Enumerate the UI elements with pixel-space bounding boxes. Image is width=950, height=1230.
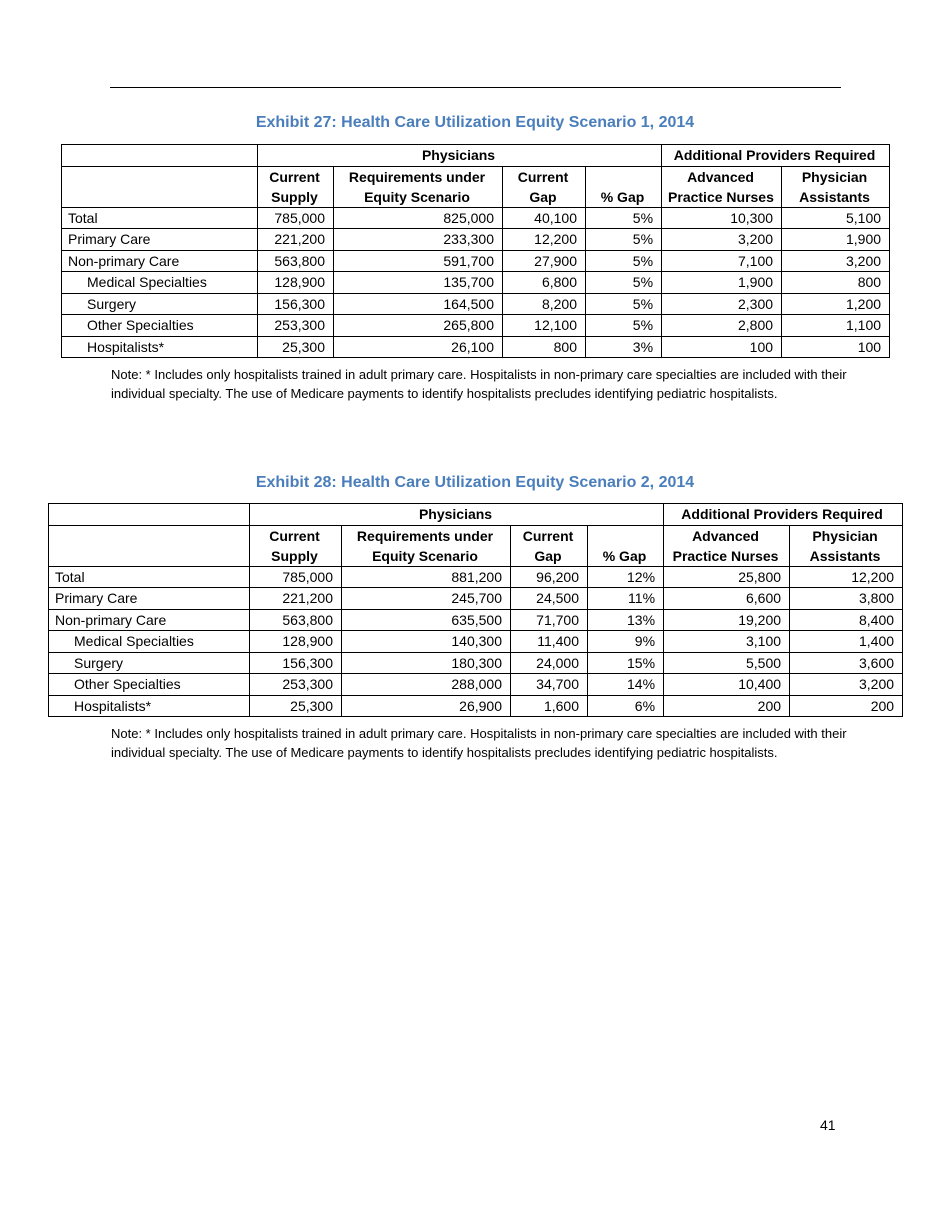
- physicians-group-header: Physicians: [258, 145, 662, 167]
- table-row: Total 785,000 825,000 40,100 5% 10,300 5,100: [62, 207, 890, 229]
- table-row: Non-primary Care 563,800 591,700 27,900 5% 7,100 3,200: [62, 250, 890, 272]
- group-header-row: [62, 145, 890, 167]
- exhibit-27-title: Exhibit 27: Health Care Utilization Equity Scenario 1, 2014: [255, 114, 695, 131]
- table-row: Surgery 156,300 180,300 24,000 15% 5,500 3,600: [49, 652, 903, 674]
- table-row: Primary Care 221,200 245,700 24,500 11% 6,600 3,800: [49, 588, 903, 610]
- column-header: Current Gap: [503, 166, 586, 207]
- table-row: Other Specialties 253,300 265,800 12,100 5% 2,800 1,100: [62, 315, 890, 337]
- table-row: Medical Specialties 128,900 135,700 6,800 5% 1,900 800: [62, 272, 890, 294]
- column-header: % Gap: [588, 525, 664, 566]
- additional-providers-group-header: Additional Providers Required: [664, 504, 903, 526]
- column-header: Current Supply: [250, 525, 342, 566]
- column-header: Advanced Practice Nurses: [662, 166, 782, 207]
- column-header: Advanced Practice Nurses: [664, 525, 790, 566]
- column-header: Current Supply: [258, 166, 334, 207]
- exhibit-27-table: [61, 144, 890, 358]
- column-header: Physician Assistants: [790, 525, 903, 566]
- column-header: Current Gap: [511, 525, 588, 566]
- exhibit-28-table: [48, 503, 903, 717]
- column-header-row: [49, 525, 903, 566]
- column-header: Physician Assistants: [782, 166, 890, 207]
- header-rule: [110, 87, 841, 88]
- exhibit-28-note: Note: * Includes only hospitalists trained in adult primary care. Hospitalists in non-primary care specialties are included with their individual specialty. The use of Medicare payments to identify hospitalists precludes identifying pediatric hospitalists.: [111, 726, 847, 760]
- column-header: Requirements under Equity Scenario: [334, 166, 503, 207]
- exhibit-28-title: Exhibit 28: Health Care Utilization Equity Scenario 2, 2014: [255, 474, 695, 491]
- table-row: Primary Care 221,200 233,300 12,200 5% 3,200 1,900: [62, 229, 890, 251]
- table-row: Hospitalists* 25,300 26,100 800 3% 100 100: [62, 336, 890, 358]
- additional-providers-group-header: Additional Providers Required: [662, 145, 890, 167]
- column-header: % Gap: [586, 166, 662, 207]
- table-row: Medical Specialties 128,900 140,300 11,400 9% 3,100 1,400: [49, 631, 903, 653]
- table-row: Non-primary Care 563,800 635,500 71,700 13% 19,200 8,400: [49, 609, 903, 631]
- column-header-row: [62, 166, 890, 207]
- exhibit-27-note: Note: * Includes only hospitalists trained in adult primary care. Hospitalists in non-primary care specialties are included with their individual specialty. The use of Medicare payments to identify hospitalists precludes identifying pediatric hospitalists.: [111, 367, 847, 401]
- page-number: 41: [820, 1117, 836, 1133]
- table-row: Hospitalists* 25,300 26,900 1,600 6% 200 200: [49, 695, 903, 717]
- column-header: Requirements under Equity Scenario: [342, 525, 511, 566]
- group-header-row: [49, 504, 903, 526]
- physicians-group-header: Physicians: [250, 504, 664, 526]
- table-row: Other Specialties 253,300 288,000 34,700 14% 10,400 3,200: [49, 674, 903, 696]
- table-row: Surgery 156,300 164,500 8,200 5% 2,300 1,200: [62, 293, 890, 315]
- table-row: Total 785,000 881,200 96,200 12% 25,800 12,200: [49, 566, 903, 588]
